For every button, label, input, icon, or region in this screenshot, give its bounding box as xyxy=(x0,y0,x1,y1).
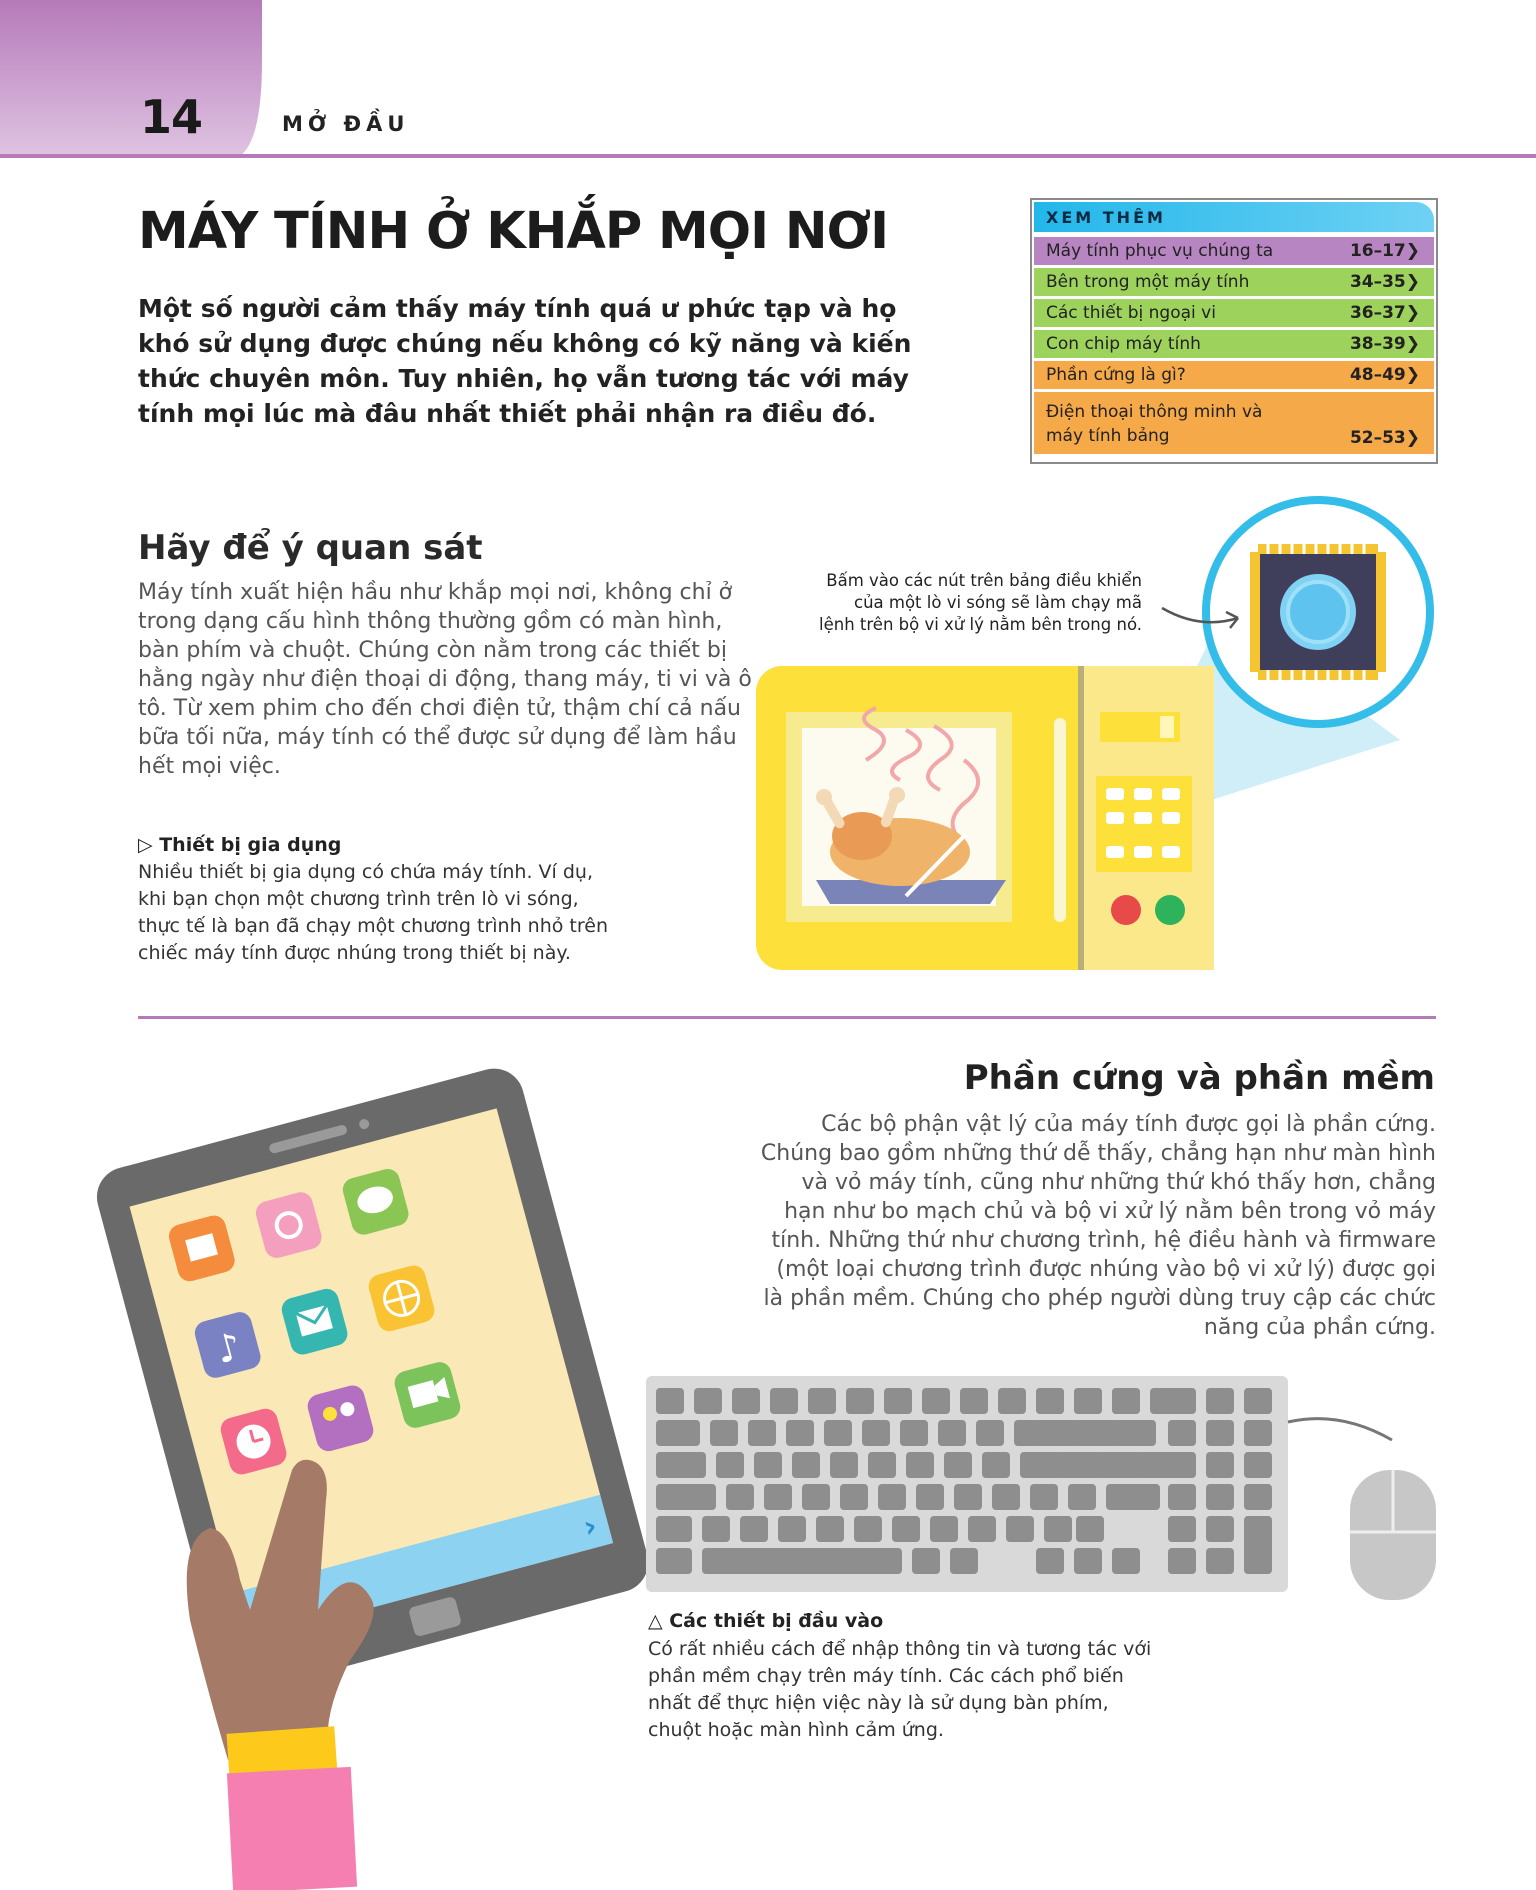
section-heading-observe: Hãy để ý quan sát xyxy=(138,528,483,568)
keyboard-key xyxy=(656,1420,700,1446)
keyboard-key xyxy=(1112,1388,1140,1414)
keyboard-key xyxy=(916,1484,944,1510)
keyboard-key xyxy=(656,1516,692,1542)
section-heading-hardware: Phần cứng và phần mềm xyxy=(963,1058,1435,1098)
keyboard-key xyxy=(1068,1484,1096,1510)
keyboard-key xyxy=(944,1452,972,1478)
keyboard-key xyxy=(656,1388,684,1414)
keyboard-key xyxy=(816,1516,844,1542)
see-also-link-label: Bên trong một máy tính xyxy=(1046,272,1250,292)
keyboard-key xyxy=(968,1516,996,1542)
keyboard-key xyxy=(1206,1388,1234,1414)
keyboard-key xyxy=(726,1484,754,1510)
see-also-link-label: Các thiết bị ngoại vi xyxy=(1046,303,1216,323)
keyboard-key xyxy=(1044,1516,1072,1542)
see-also-link-label: Máy tính phục vụ chúng ta xyxy=(1046,241,1274,261)
keyboard-key xyxy=(1036,1388,1064,1414)
keyboard-key xyxy=(1076,1516,1104,1542)
keyboard-key xyxy=(754,1452,782,1478)
keyboard-key xyxy=(1168,1484,1196,1510)
hardware-paragraph: Các bộ phận vật lý của máy tính được gọi là phần cứng. Chúng bao gồm những thứ dễ thấy, chẳng hạn như màn hình và vỏ máy tính, cũng như những thứ khó thấy hơn, chẳng hạn như bo mạch chủ và bộ vi xử lý nằm bên trong vỏ máy tính. Những thứ như chương trình, hệ điều hành và firmware (một loại chương trình được nhúng vào bộ vi xử lý) được gọi là phần mềm. Chúng cho phép người dùng truy cập các chức năng của phần cứng. xyxy=(760,1112,1436,1340)
input-devices-caption-body: Có rất nhiều cách để nhập thông tin và tương tác với phần mềm chạy trên máy tính. Các cách phổ biến nhất để thực hiện việc này là sử dụng bàn phím, chuột hoặc màn hình cảm ứng. xyxy=(648,1638,1152,1741)
keyboard-key xyxy=(960,1388,988,1414)
keyboard-key xyxy=(1168,1452,1196,1478)
keyboard-key xyxy=(778,1516,806,1542)
keyboard-key xyxy=(1074,1452,1102,1478)
keyboard-key xyxy=(702,1548,902,1574)
keyboard-key xyxy=(992,1484,1020,1510)
keyboard-key xyxy=(1244,1516,1272,1574)
keyboard-key xyxy=(912,1548,940,1574)
keyboard-key xyxy=(1168,1516,1196,1542)
keyboard-key xyxy=(950,1548,978,1574)
see-also-link-pages: 52–53❯ xyxy=(1349,428,1420,448)
keyboard-key xyxy=(1074,1420,1102,1446)
keyboard-key xyxy=(694,1388,722,1414)
svg-text:›: › xyxy=(579,1508,601,1546)
input-devices-caption-title: △ Các thiết bị đầu vào xyxy=(648,1610,884,1632)
page-title: MÁY TÍNH Ở KHẮP MỌI NƠI xyxy=(138,202,889,261)
keyboard-key xyxy=(1030,1484,1058,1510)
keyboard-key xyxy=(732,1388,760,1414)
keyboard-key xyxy=(656,1452,706,1478)
page-number: 14 xyxy=(140,90,203,144)
keyboard-key xyxy=(954,1484,982,1510)
keyboard-key xyxy=(1206,1484,1234,1510)
keyboard-key xyxy=(884,1388,912,1414)
keyboard-key xyxy=(1036,1452,1064,1478)
keyboard-key xyxy=(740,1516,768,1542)
keyboard-key xyxy=(878,1484,906,1510)
keyboard-key xyxy=(1006,1516,1034,1542)
keyboard-key xyxy=(802,1484,830,1510)
keyboard-key xyxy=(1074,1388,1102,1414)
keyboard-key xyxy=(900,1420,928,1446)
keyboard-key xyxy=(748,1420,776,1446)
keyboard-key xyxy=(702,1516,730,1542)
microwave-callout: Bấm vào các nút trên bảng điều khiển của một lò vi sóng sẽ làm chạy mã lệnh trên bộ vi xử lý nằm bên trong nó. xyxy=(819,571,1142,634)
keyboard-key xyxy=(770,1388,798,1414)
keyboard-key xyxy=(906,1452,934,1478)
keyboard-key xyxy=(1112,1548,1140,1574)
see-also-link-label: Phần cứng là gì? xyxy=(1046,365,1186,385)
keyboard-key xyxy=(1168,1548,1196,1574)
keyboard-key xyxy=(786,1420,814,1446)
keyboard-key xyxy=(922,1388,950,1414)
see-also-link-label: Con chip máy tính xyxy=(1046,334,1201,354)
keyboard-key xyxy=(862,1420,890,1446)
observe-paragraph: Máy tính xuất hiện hầu như khắp mọi nơi, không chỉ ở trong dạng cấu hình thông thường gồm có màn hình, bàn phím và chuột. Chúng còn nằm trong các thiết bị hằng ngày như điện thoại di động, thang máy, ti vi và ô tô. Từ xem phim cho đến chơi điện tử, thậm chí cả nấu bữa tối nữa, máy tính có thể được sử dụng để làm hầu hết mọi việc. xyxy=(138,580,752,779)
keyboard-key xyxy=(1206,1452,1234,1478)
keyboard-key xyxy=(710,1420,738,1446)
keyboard-key xyxy=(976,1420,1004,1446)
keyboard-key xyxy=(982,1452,1010,1478)
keyboard-key xyxy=(792,1452,820,1478)
keyboard-key xyxy=(1036,1420,1064,1446)
see-also-link-pages: 36–37❯ xyxy=(1349,303,1420,323)
see-also-link-pages: 38–39❯ xyxy=(1349,334,1420,354)
svg-text:♪: ♪ xyxy=(211,1323,246,1373)
keyboard-key xyxy=(1244,1452,1272,1478)
intro-paragraph: Một số người cảm thấy máy tính quá ư phức tạp và họ khó sử dụng được chúng nếu không có kỹ năng và kiến thức chuyên môn. Tuy nhiên, họ vẫn tương tác với máy tính mọi lúc mà đâu nhất thiết phải nhận ra điều đó. xyxy=(138,294,912,428)
keyboard-key xyxy=(656,1484,716,1510)
keyboard-key xyxy=(840,1484,868,1510)
household-caption-body: Nhiều thiết bị gia dụng có chứa máy tính. Ví dụ, khi bạn chọn một chương trình trên lò vi sóng, thực tế là bạn đã chạy một chương trình nhỏ trên chiếc máy tính được nhúng trong thiết bị này. xyxy=(138,861,609,964)
keyboard-key xyxy=(1106,1484,1160,1510)
keyboard-key xyxy=(854,1516,882,1542)
keyboard-key xyxy=(1112,1420,1140,1446)
keyboard-key xyxy=(1168,1420,1196,1446)
keyboard-key xyxy=(1112,1452,1140,1478)
keyboard-key xyxy=(808,1388,836,1414)
see-also-title: XEM THÊM xyxy=(1046,208,1166,227)
keyboard-key xyxy=(1206,1548,1234,1574)
household-caption-title: ▷ Thiết bị gia dụng xyxy=(138,834,342,856)
see-also-link-label: Điện thoại thông minh và máy tính bảng xyxy=(1046,402,1263,446)
keyboard-key xyxy=(1074,1548,1102,1574)
see-also-link-pages: 48–49❯ xyxy=(1349,365,1420,385)
keyboard-key xyxy=(1168,1388,1196,1414)
keyboard-key xyxy=(830,1452,858,1478)
keyboard-key xyxy=(1244,1484,1272,1510)
section-label: MỞ ĐẦU xyxy=(282,112,410,136)
keyboard-key xyxy=(1036,1548,1064,1574)
keyboard-key xyxy=(868,1452,896,1478)
see-also-link-pages: 34–35❯ xyxy=(1349,272,1420,292)
keyboard-key xyxy=(938,1420,966,1446)
keyboard-key xyxy=(1206,1420,1234,1446)
keyboard-key xyxy=(1244,1388,1272,1414)
keyboard-key xyxy=(930,1516,958,1542)
keyboard-key xyxy=(1244,1420,1272,1446)
keyboard-key xyxy=(764,1484,792,1510)
keyboard-key xyxy=(716,1452,744,1478)
see-also-link-pages: 16–17❯ xyxy=(1349,241,1420,261)
keyboard-key xyxy=(892,1516,920,1542)
keyboard-key xyxy=(846,1388,874,1414)
keyboard-key xyxy=(1206,1516,1234,1542)
keyboard-key xyxy=(998,1388,1026,1414)
keyboard-key xyxy=(656,1548,692,1574)
keyboard-key xyxy=(824,1420,852,1446)
